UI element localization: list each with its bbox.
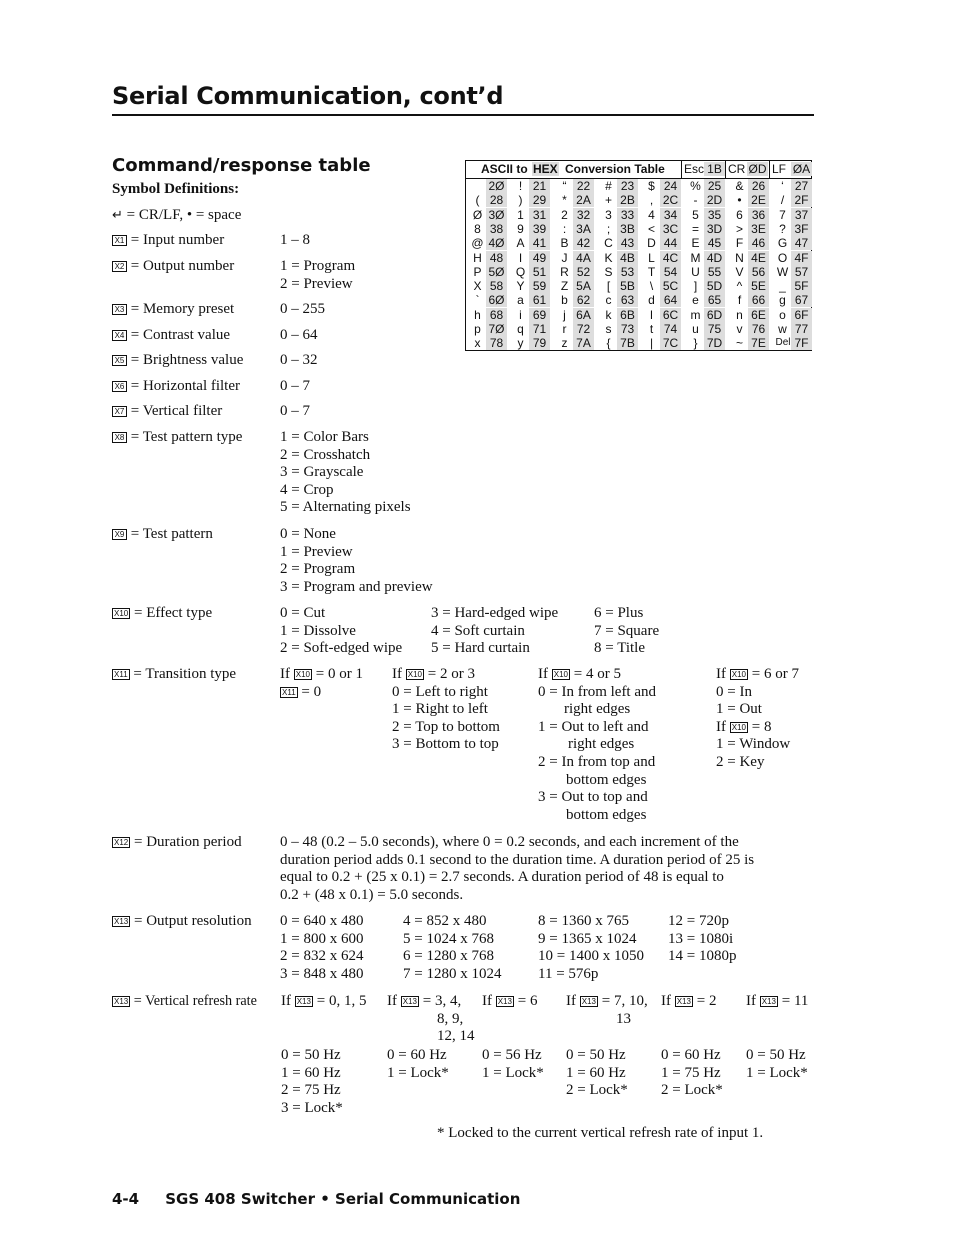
ascii-hex: 5E (748, 279, 769, 293)
x7-values: 0 – 7 (280, 403, 310, 419)
symbol-x7-label: X7 = Vertical filter (112, 403, 222, 421)
x14-label: = Vertical refresh rate (130, 993, 257, 1009)
x13-box: X13 (581, 997, 596, 1006)
x6-box: X6 (112, 381, 127, 392)
ascii-hex: 4C (660, 251, 681, 265)
ascii-hex: 54 (660, 265, 681, 279)
ascii-char: D (647, 236, 656, 251)
ascii-hex: 47 (791, 236, 812, 250)
ascii-hex: 4D (704, 251, 725, 265)
x12-description: 0 – 48 (0.2 – 5.0 seconds), where 0 = 0.2 seconds, and each increment of the duration period adds 0.1 second to the duration time. A duration period of 25 is equal to 0.2 + (25 x 0.1) = 2.7 seconds. A duration period of 48 is equal to 0.2 + (48 x 0.1) = 5.0 seconds. (280, 834, 755, 903)
ascii-hex: 44 (660, 236, 681, 250)
x12-label: = Duration period (130, 834, 242, 850)
ascii-hex: 42 (573, 236, 594, 250)
ascii-hex: 4F (791, 251, 812, 265)
ascii-char: N (735, 250, 744, 265)
ascii-hex: 7C (660, 336, 681, 350)
x10-col1: 0 = Cut 1 = Dissolve 2 = Soft-edged wipe (280, 605, 403, 657)
ascii-hex: 56 (748, 265, 769, 279)
ascii-char: ‘ (781, 179, 784, 193)
symbol-x6-label: X6 = Horizontal filter (112, 378, 240, 396)
x5-values: 0 – 32 (280, 352, 318, 368)
symbol-x8-label: X8 = Test pattern type (112, 429, 242, 447)
ascii-hex: 61 (529, 293, 550, 307)
ascii-char: ` (475, 293, 480, 308)
symbol-x5-label: X5 = Brightness value (112, 352, 243, 370)
ascii-hex: 59 (529, 279, 550, 293)
ascii-hex: 3A (573, 222, 594, 236)
ascii-char: H (473, 250, 482, 265)
ascii-char: 8 (474, 221, 481, 236)
ascii-hex: 33 (617, 208, 638, 222)
ascii-char: # (605, 179, 612, 193)
ascii-hex: 72 (573, 322, 594, 336)
ascii-char: ! (518, 179, 523, 193)
title-rule (112, 114, 814, 116)
ascii-char: Ø (472, 207, 483, 222)
ascii-hex: 4A (573, 251, 594, 265)
ascii-hex: 41 (529, 236, 550, 250)
x14-g3-condition: If X13 = 6 (482, 993, 538, 1009)
ascii-hex: 28 (486, 193, 507, 207)
x5-box: X5 (112, 355, 127, 366)
x1-box: X1 (112, 235, 127, 246)
ascii-hex: 53 (617, 265, 638, 279)
x10-box: X10 (407, 670, 422, 679)
ascii-hex: 49 (529, 251, 550, 265)
x10-box: X10 (731, 670, 746, 679)
symbol-x11-label (112, 666, 236, 684)
ascii-hex: 37 (791, 208, 812, 222)
ascii-hex: 74 (660, 322, 681, 336)
symbol-x9-label: X9 = Test pattern (112, 526, 213, 544)
x6-values: 0 – 7 (280, 378, 310, 394)
ascii-char: n (736, 307, 743, 322)
ascii-char: & (735, 179, 744, 193)
ascii-hex: 75 (704, 322, 725, 336)
x14-g2-condition: If X13 = 3, 4, 8, 9, 12, 14 (387, 993, 475, 1045)
ascii-char: W (776, 264, 789, 279)
x14-box: X13 (114, 997, 129, 1006)
ascii-hex: 6A (573, 308, 594, 322)
ascii-hex: 7F (791, 336, 812, 350)
x11-col2: If X10 = 2 or 3 0 = Left to right 1 = Right to left 2 = Top to bottom 3 = Bottom to top (392, 666, 500, 753)
ascii-char: l (650, 307, 653, 322)
ascii-char: P (473, 264, 482, 279)
ascii-char: “ (562, 179, 567, 193)
ascii-hex: 66 (748, 293, 769, 307)
ascii-char: C (604, 236, 613, 251)
x9-values: 0 = None 1 = Preview 2 = Program 3 = Program and preview (280, 526, 433, 595)
x1-values: 1 – 8 (280, 232, 310, 248)
symbol-x2-label: X2 = Output number (112, 258, 234, 276)
ascii-char: ) (518, 193, 523, 208)
ascii-hex-table (465, 160, 812, 351)
x11-col1: If X10 = 0 or 1 X11 = 0 (280, 666, 363, 700)
ascii-char: = (691, 221, 699, 236)
ascii-char: V (735, 264, 744, 279)
ascii-char: J (561, 250, 568, 265)
ascii-char: ~ (735, 336, 743, 351)
x13-box: X13 (402, 997, 417, 1006)
enter-definition (112, 207, 241, 225)
ascii-hex: 46 (748, 236, 769, 250)
ascii-hex: 2C (660, 193, 681, 207)
ascii-char: a (517, 293, 524, 308)
ascii-char: F (735, 236, 744, 251)
enter-def-text: = CR/LF, • = space (122, 207, 242, 223)
ascii-char: o (779, 307, 786, 322)
lf-label: LF (772, 162, 787, 176)
x10-box: X10 (114, 609, 129, 618)
ascii-char: / (780, 193, 785, 208)
symbol-x3-label: X3 = Memory preset (112, 301, 234, 319)
x13-col4: 12 = 720p 13 = 1080i 14 = 1080p (668, 913, 737, 965)
esc-label: Esc (684, 162, 705, 176)
ascii-hex: 3B (617, 222, 638, 236)
x13-box: X13 (761, 997, 776, 1006)
ascii-char: ? (779, 221, 786, 236)
ascii-hex: 24 (660, 179, 681, 193)
x2-values: 1 = Program 2 = Preview (280, 258, 356, 292)
ascii-hex: 4Ø (486, 236, 507, 250)
ascii-char: B (560, 236, 569, 251)
ascii-char: Del (775, 337, 791, 349)
x14-g6-values: 0 = 50 Hz 1 = Lock* (746, 1047, 808, 1081)
x10-col2: 3 = Hard-edged wipe 4 = Soft curtain 5 = Hard curtain (431, 605, 559, 657)
ascii-hex: 73 (617, 322, 638, 336)
ascii-hex: 62 (573, 293, 594, 307)
ascii-char: 1 (517, 207, 524, 222)
ascii-hex: 36 (748, 208, 769, 222)
x13-box: X13 (497, 997, 512, 1006)
x10-box: X10 (731, 722, 746, 732)
ascii-char: [ (606, 279, 611, 294)
x13-col1: 0 = 640 x 480 1 = 800 x 600 2 = 832 x 624 3 = 848 x 480 (280, 913, 364, 982)
symbol-x10-label (112, 605, 212, 623)
section-title: Command/response table (112, 155, 371, 176)
x13-col2: 4 = 852 x 480 5 = 1024 x 768 6 = 1280 x 768 7 = 1280 x 1024 (403, 913, 502, 982)
ascii-hex: 3C (660, 222, 681, 236)
ascii-char: _ (779, 279, 786, 294)
ascii-hex: 68 (486, 308, 507, 322)
ascii-char: Y (516, 279, 525, 294)
enter-icon: ↵ (112, 208, 123, 223)
ascii-char: j (563, 307, 566, 322)
ascii-hex: 5C (660, 279, 681, 293)
x10-box: X10 (295, 670, 310, 679)
symbol-x12-label (112, 834, 242, 852)
ascii-char: h (474, 307, 481, 322)
ascii-char: > (735, 221, 743, 236)
ascii-hex: 78 (486, 336, 507, 350)
x13-label: = Output resolution (130, 913, 252, 929)
ascii-hex: 22 (573, 179, 594, 193)
ascii-hex: 3D (704, 222, 725, 236)
x13-box: X13 (676, 997, 691, 1006)
symbol-definitions-label: Symbol Definitions: (112, 181, 240, 197)
ascii-char: p (474, 322, 481, 336)
ascii-char: @ (471, 236, 484, 251)
ascii-char: t (649, 322, 654, 336)
ascii-hex: 2Ø (486, 179, 507, 193)
x14-g2-values: 0 = 60 Hz 1 = Lock* (387, 1047, 449, 1081)
x11-col3: If X10 = 4 or 5 0 = In from left and right edges 1 = Out to left and right edges 2 = In from top and bottom edges 3 = Out to top and bottom edges (538, 666, 657, 823)
page-title: Serial Communication, cont’d (112, 82, 504, 110)
ascii-hex: 35 (704, 208, 725, 222)
x7-box: X7 (112, 406, 127, 417)
ascii-char: v (736, 322, 743, 336)
x4-box: X4 (112, 330, 127, 341)
ascii-char: w (778, 322, 787, 336)
x14-g4-condition: If X13 = 7, 10, 13 (566, 993, 648, 1027)
ascii-char: i (519, 307, 522, 322)
ascii-char: { (606, 336, 611, 351)
ascii-hex: 6D (704, 308, 725, 322)
ascii-char: | (649, 336, 654, 351)
ascii-table-header (466, 161, 811, 179)
ascii-char: ( (475, 193, 480, 208)
ascii-char: T (647, 264, 656, 279)
ascii-char: $ (648, 179, 655, 193)
ascii-hex: 27 (791, 179, 812, 193)
ascii-hex: 32 (573, 208, 594, 222)
ascii-char: S (604, 264, 613, 279)
ascii-char: R (560, 264, 569, 279)
ascii-hex: 26 (748, 179, 769, 193)
ascii-char: ; (606, 221, 611, 236)
ascii-hex: 6Ø (486, 293, 507, 307)
ascii-char: r (562, 322, 567, 336)
ascii-char: < (647, 221, 655, 236)
x14-g5-values: 0 = 60 Hz 1 = 75 Hz 2 = Lock* (661, 1047, 723, 1099)
x8-values: 1 = Color Bars 2 = Crosshatch 3 = Grayscale 4 = Crop 5 = Alternating pixels (280, 429, 411, 516)
ascii-hex: 76 (748, 322, 769, 336)
ascii-char: 4 (648, 207, 655, 222)
x14-g4-values: 0 = 50 Hz 1 = 60 Hz 2 = Lock* (566, 1047, 628, 1099)
ascii-hex: 3F (791, 222, 812, 236)
ascii-char: Z (560, 279, 569, 294)
ascii-hex: 7B (617, 336, 638, 350)
ascii-char: • (737, 193, 742, 208)
ascii-hex: 25 (704, 179, 725, 193)
symbol-x4-label: X4 = Contrast value (112, 327, 230, 345)
ascii-char: m (690, 307, 701, 322)
ascii-char: k (605, 307, 612, 322)
ascii-char: g (779, 293, 786, 308)
ascii-char: q (517, 322, 524, 336)
ascii-char: 2 (561, 207, 568, 222)
x13-box: X13 (296, 997, 311, 1006)
ascii-hex: 57 (791, 265, 812, 279)
ascii-char: x (474, 336, 481, 351)
x11-box: X11 (114, 670, 128, 679)
ascii-hex: 2D (704, 193, 725, 207)
ascii-hex: 4E (748, 251, 769, 265)
ascii-hex: 5Ø (486, 265, 507, 279)
ascii-char: Q (515, 264, 526, 279)
ascii-hex: 67 (791, 293, 812, 307)
ascii-hex: 5D (704, 279, 725, 293)
ascii-char: u (692, 322, 699, 336)
x14-g1-values: 0 = 50 Hz 1 = 60 Hz 2 = 75 Hz 3 = Lock* (281, 1047, 343, 1116)
ascii-hex: 5B (617, 279, 638, 293)
ascii-hex: 5F (791, 279, 812, 293)
x10-box: X10 (553, 670, 568, 679)
ascii-hex: 64 (660, 293, 681, 307)
ascii-char: A (516, 236, 525, 251)
ascii-hex: 65 (704, 293, 725, 307)
symbol-x13-label (112, 913, 252, 931)
x2-box: X2 (112, 261, 127, 272)
ascii-char: % (690, 179, 701, 193)
ascii-char: * (562, 193, 567, 208)
ascii-char: ] (693, 279, 698, 294)
ascii-hex: 3E (748, 222, 769, 236)
ascii-hex: 2F (791, 193, 812, 207)
ascii-hex: 7Ø (486, 322, 507, 336)
ascii-hex: 77 (791, 322, 812, 336)
x10-col3: 6 = Plus 7 = Square 8 = Title (594, 605, 660, 657)
ascii-char: b (561, 293, 568, 308)
x11-box: X11 (282, 687, 296, 697)
ascii-hex: 48 (486, 251, 507, 265)
ascii-hex: 55 (704, 265, 725, 279)
x10-label: = Effect type (130, 605, 213, 621)
ascii-char: 3 (605, 207, 612, 222)
footnote: * Locked to the current vertical refresh rate of input 1. (437, 1125, 764, 1141)
ascii-char: e (692, 293, 699, 308)
x4-values: 0 – 64 (280, 327, 318, 343)
ascii-hex: 7A (573, 336, 594, 350)
ascii-char: \ (649, 279, 654, 294)
ascii-hex: 6E (748, 308, 769, 322)
ascii-char: K (604, 250, 613, 265)
ascii-char: E (691, 236, 700, 251)
x12-box: X12 (114, 838, 129, 847)
x14-g5-condition: If X13 = 2 (661, 993, 717, 1009)
ascii-char: 9 (517, 221, 524, 236)
ascii-hex: 21 (529, 179, 550, 193)
x11-col4: If X10 = 6 or 7 0 = In 1 = Out If X10 = 8 1 = Window 2 = Key (716, 666, 799, 770)
x14-g3-values: 0 = 56 Hz 1 = Lock* (482, 1047, 544, 1081)
ascii-char: ^ (736, 279, 743, 294)
x14-g1-condition: If X13 = 0, 1, 5 (281, 993, 367, 1009)
ascii-hex: 5A (573, 279, 594, 293)
ascii-char: M (690, 250, 701, 265)
x13-box: X13 (114, 917, 129, 926)
ascii-hex: 2B (617, 193, 638, 207)
ascii-char: z (561, 336, 568, 351)
ascii-hex: 23 (617, 179, 638, 193)
symbol-x14-label (112, 993, 257, 1011)
ascii-hex: 3Ø (486, 208, 507, 222)
ascii-hex: 34 (660, 208, 681, 222)
ascii-char: 5 (692, 207, 699, 222)
x13-col3: 8 = 1360 x 765 9 = 1365 x 1024 10 = 1400 x 1050 11 = 576p (538, 913, 644, 982)
ascii-hex: 4B (617, 251, 638, 265)
ascii-char: O (777, 250, 788, 265)
ascii-char: y (517, 336, 524, 351)
symbol-x1-label: X1 = Input number (112, 232, 224, 250)
ascii-char: U (691, 264, 700, 279)
ascii-hex: 7E (748, 336, 769, 350)
ascii-hex: 2A (573, 193, 594, 207)
ascii-title-post: Conversion Table (565, 162, 665, 176)
ascii-title-hex: HEX (533, 162, 558, 176)
x3-values: 0 – 255 (280, 301, 325, 317)
ascii-hex: 38 (486, 222, 507, 236)
ascii-hex: 31 (529, 208, 550, 222)
cr-label: CR (728, 162, 746, 176)
ascii-char: I (518, 250, 523, 265)
ascii-hex: 39 (529, 222, 550, 236)
ascii-hex: 52 (573, 265, 594, 279)
ascii-char: 6 (736, 207, 743, 222)
ascii-hex: 69 (529, 308, 550, 322)
ascii-char: } (693, 336, 698, 351)
ascii-hex: 2E (748, 193, 769, 207)
x11-label: = Transition type (129, 666, 237, 682)
ascii-hex: 7D (704, 336, 725, 350)
ascii-char: c (605, 293, 612, 308)
ascii-char: : (562, 221, 567, 236)
ascii-char: + (604, 193, 612, 208)
ascii-hex: 79 (529, 336, 550, 350)
ascii-char: - (693, 193, 698, 208)
ascii-hex: 43 (617, 236, 638, 250)
ascii-hex: 6F (791, 308, 812, 322)
lf-hex: ØA (792, 162, 811, 176)
ascii-hex: 6B (617, 308, 638, 322)
ascii-hex: 63 (617, 293, 638, 307)
x14-g6-condition: If X13 = 11 (746, 993, 809, 1009)
ascii-hex: 71 (529, 322, 550, 336)
ascii-char: G (777, 236, 788, 251)
x8-box: X8 (112, 432, 127, 443)
ascii-hex: 58 (486, 279, 507, 293)
ascii-hex: 6C (660, 308, 681, 322)
x3-box: X3 (112, 304, 127, 315)
ascii-char: f (737, 293, 742, 308)
x9-box: X9 (112, 529, 127, 540)
ascii-char: L (648, 250, 655, 265)
ascii-char: X (473, 279, 482, 294)
ascii-hex: 45 (704, 236, 725, 250)
esc-hex: 1B (704, 162, 725, 176)
ascii-char: s (605, 322, 612, 336)
ascii-char: d (648, 293, 655, 308)
ascii-hex: 29 (529, 193, 550, 207)
ascii-char: , (649, 193, 654, 208)
ascii-title-pre: ASCII to (481, 162, 528, 176)
cr-hex: ØD (748, 162, 767, 176)
page-footer: 4-4 SGS 408 Switcher • Serial Communication (112, 1190, 521, 1208)
ascii-char: 7 (779, 207, 786, 222)
ascii-hex: 51 (529, 265, 550, 279)
